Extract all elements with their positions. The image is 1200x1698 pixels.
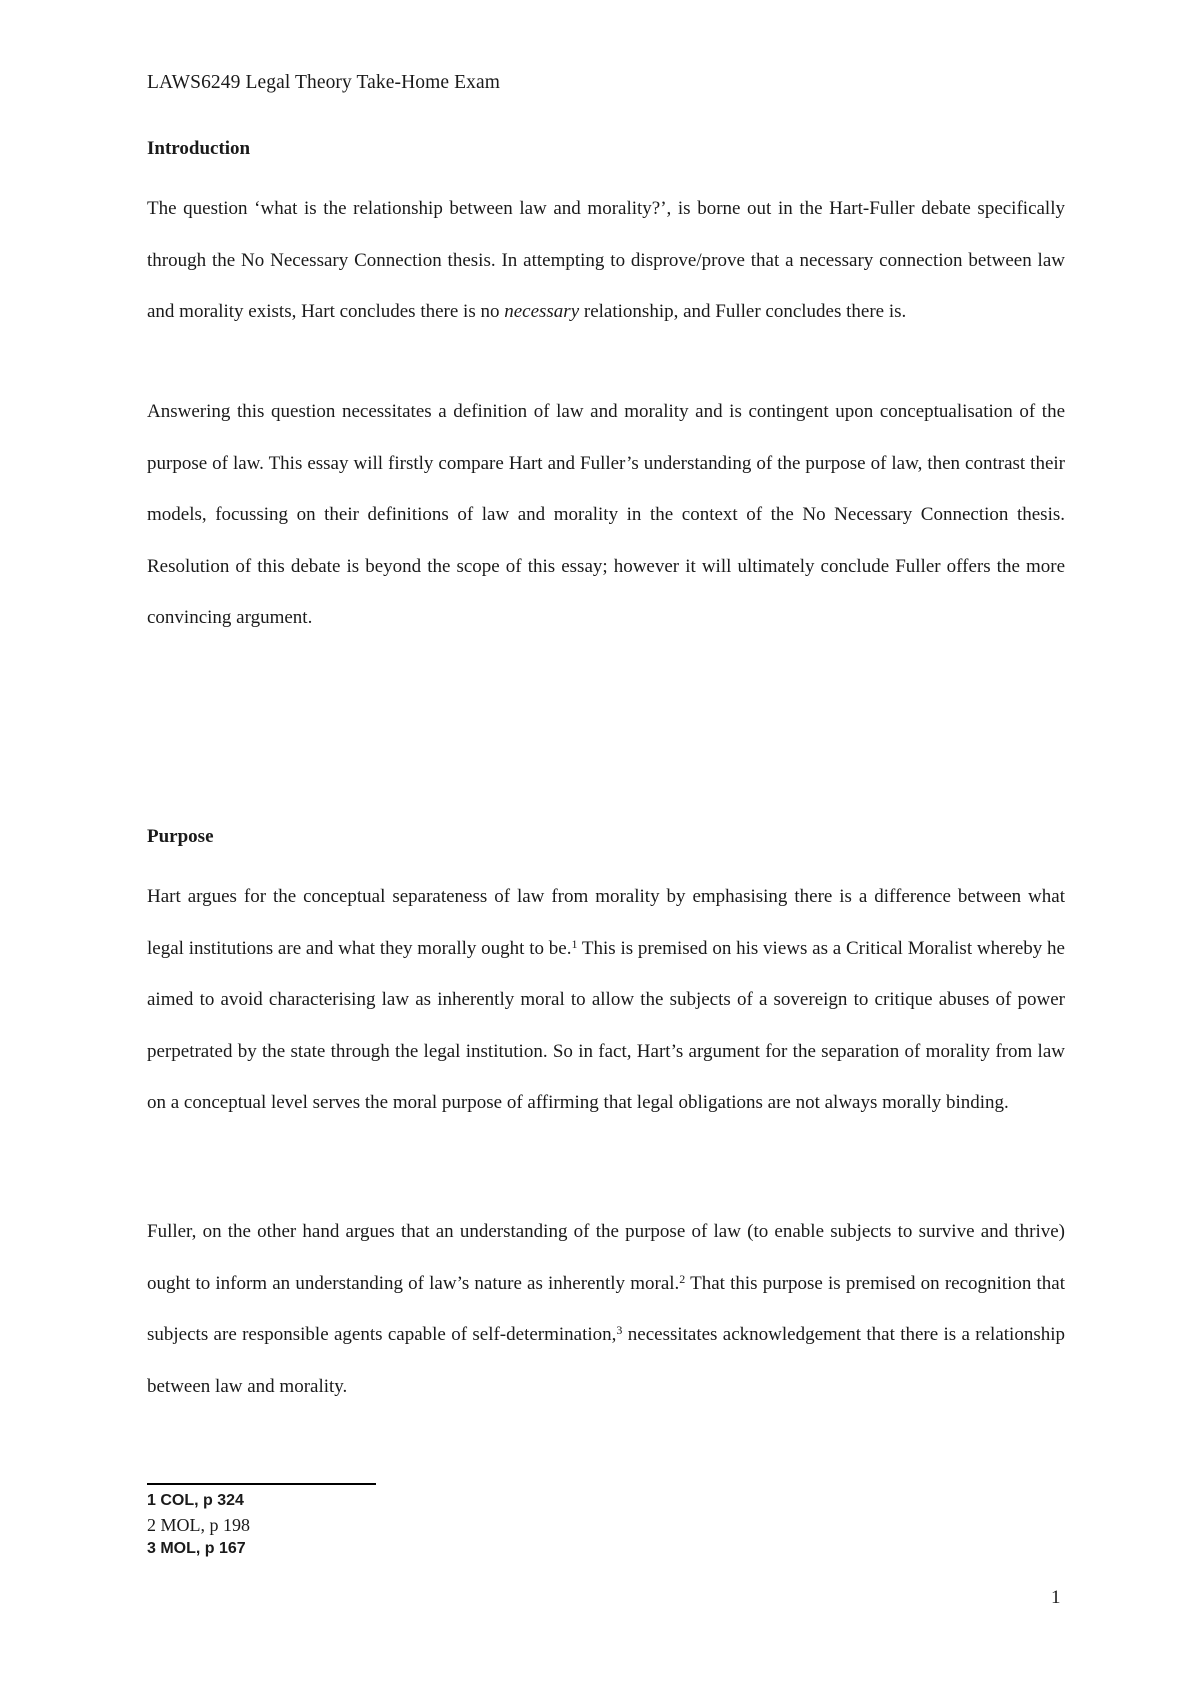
footnotes [147, 1489, 250, 1561]
paragraph-purpose-1 [147, 871, 1065, 1129]
footnote-2: 2 MOL, p 198 [147, 1515, 250, 1535]
paragraph-text: Hart argues for the conceptual separateness of law from morality by emphasising there is a difference between what legal institutions are and what they morally ought to be. [147, 886, 1065, 959]
paragraph-purpose-2 [147, 1206, 1065, 1412]
page-number: 1 [1051, 1587, 1061, 1608]
paragraph-text: That this purpose is premised on recognition that subjects are responsible agents capable of self-determination, [147, 1272, 1066, 1345]
footnote-ref[interactable]: 2 [679, 1271, 686, 1286]
paragraph-text: Fuller, on the other hand argues that an understanding of the purpose of law (to enable subjects to survive and thrive) ought to inform an understanding of law’s nature as inherently moral. [147, 1221, 1065, 1294]
paragraph-intro-2 [147, 386, 1065, 644]
paragraph-text: This is premised on his views as a Critical Moralist whereby he aimed to avoid characterising law as inherently moral to allow the subjects of a sovereign to critique abuses of power perpetrated by the state through the legal institution. So in fact, Hart’s argument for the separation of morality from law on a conceptual level serves the moral purpose of affirming that legal obligations are not always morally binding. [147, 937, 1065, 1113]
paragraph-text: Answering this question necessitates a definition of law and morality and is contingent upon conceptualisation of the purpose of law. This essay will firstly compare Hart and Fuller’s understanding of the purpose of law, then contrast their models, focussing on their definitions of law and morality in the context of the No Necessary Connection thesis. Resolution of this debate is beyond the scope of this essay; however it will ultimately conclude Fuller offers the more convincing argument. [147, 401, 1065, 628]
heading-purpose: Purpose [147, 826, 214, 847]
footnote-ref[interactable]: 3 [616, 1323, 623, 1337]
emphasis-text: necessary [504, 301, 580, 322]
footnote-1: 1 COL, p 324 [147, 1492, 244, 1509]
paragraph-text: The question ‘what is the relationship between law and morality?’, is borne out in the Hart-Fuller debate specifically through the No Necessary Connection thesis. In attempting to disprove/prove that a necessary connection between law and morality exists, Hart concludes there is no [147, 198, 1065, 322]
paragraph-text: relationship, and Fuller concludes there is. [579, 301, 907, 322]
footnote-ref[interactable]: 1 [571, 936, 578, 951]
footnote-3: 3 MOL, p 167 [147, 1540, 246, 1557]
footnote-separator [147, 1483, 376, 1485]
page-header: LAWS6249 Legal Theory Take-Home Exam [147, 72, 501, 93]
paragraph-text: necessitates acknowledgement that there is a relationship between law and morality. [147, 1324, 1065, 1397]
heading-introduction: Introduction [147, 138, 251, 159]
paragraph-intro-1 [147, 183, 1065, 338]
